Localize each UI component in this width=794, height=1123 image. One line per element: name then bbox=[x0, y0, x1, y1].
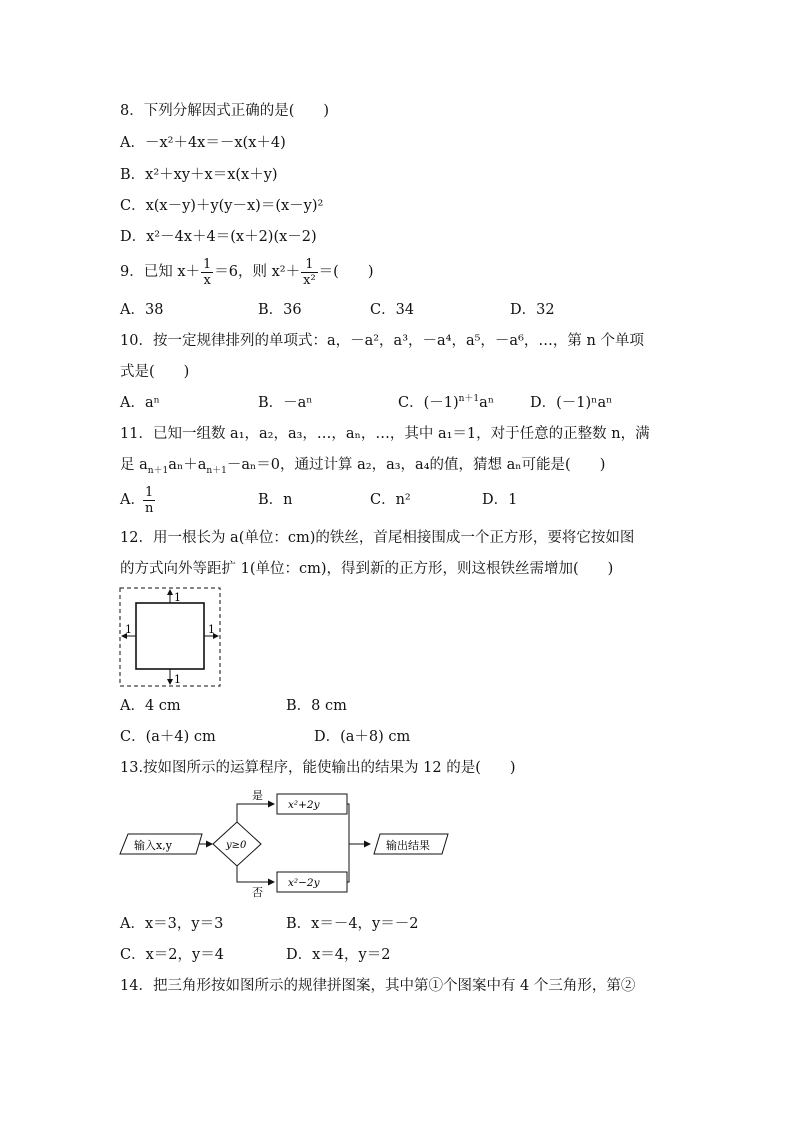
q13-flowchart bbox=[116, 788, 456, 900]
q11-option-d: D．1 bbox=[482, 492, 518, 508]
q13-option-b: B．x＝－4，y＝－2 bbox=[286, 916, 419, 932]
q11-option-c: C．n² bbox=[370, 492, 411, 508]
q12-label-right: 1 bbox=[208, 623, 215, 636]
q12-label-top: 1 bbox=[174, 591, 181, 604]
q12-stem-line2: 的方式向外等距扩 1(单位：cm)，得到新的正方形，则这根铁丝需增加( ) bbox=[120, 561, 614, 577]
q8-option-a: A．－x²＋4x＝－x(x＋4) bbox=[120, 135, 286, 151]
q9-stem-pre: 9．已知 x＋ bbox=[120, 264, 201, 280]
q11-stem-line1: 11．已知一组数 a₁，a₂，a₃，…，aₙ，…，其中 a₁＝1，对于任意的正整数 n，满 bbox=[120, 426, 650, 442]
q11-option-a bbox=[120, 483, 156, 517]
q8-stem: 8．下列分解因式正确的是( ) bbox=[120, 103, 330, 119]
q13-no-label: 否 bbox=[252, 886, 263, 899]
q11-option-a-label: A． bbox=[120, 492, 145, 508]
q12-label-left: 1 bbox=[125, 623, 132, 636]
q9-stem-mid: ＝6，则 x²＋ bbox=[214, 264, 301, 280]
q11-line2-mid: aₙ＋a bbox=[168, 457, 207, 473]
q12-square-figure bbox=[118, 586, 224, 690]
q13-process-top-label: x²+2y bbox=[288, 799, 320, 811]
q10-option-c-exponent: n＋1 bbox=[458, 394, 480, 405]
q11-options bbox=[120, 483, 680, 517]
q12-option-b: B．8 cm bbox=[286, 698, 347, 714]
q8-option-d: D．x²－4x＋4＝(x＋2)(x－2) bbox=[120, 229, 317, 245]
q9-frac2-numerator: 1 bbox=[301, 257, 318, 273]
q9-option-c: C．34 bbox=[370, 302, 415, 318]
q9-option-d: D．32 bbox=[510, 302, 555, 318]
q13-yes-label: 是 bbox=[252, 789, 263, 802]
q9-frac1-denominator: x bbox=[203, 272, 211, 288]
q13-decision-label: y≥0 bbox=[226, 840, 247, 851]
q9-fraction-1-over-x2 bbox=[301, 257, 318, 288]
q13-stem: 13.按如图所示的运算程序，能使输出的结果为 12 的是( ) bbox=[120, 760, 516, 776]
q9-option-b: B．36 bbox=[258, 302, 302, 318]
q11-line2-subscript-1: n＋1 bbox=[147, 465, 169, 476]
q10-option-c-base: C．(－1) bbox=[398, 395, 459, 411]
q13-option-d: D．x＝4，y＝2 bbox=[286, 947, 391, 963]
q11-option-a-denominator: n bbox=[144, 500, 154, 516]
q11-line2-pre: 足 a bbox=[120, 457, 148, 473]
q8-option-b: B．x²＋xy＋x＝x(x＋y) bbox=[120, 167, 278, 183]
q12-option-d: D．(a＋8) cm bbox=[314, 729, 411, 745]
q12-label-bottom: 1 bbox=[174, 673, 181, 686]
q9-stem bbox=[120, 255, 374, 289]
q14-stem-line1: 14．把三角形按如图所示的规律拼图案，其中第①个图案中有 4 个三角形，第② bbox=[120, 978, 636, 994]
q13-input-label: 输入x,y bbox=[134, 839, 172, 852]
q10-stem-line1: 10．按一定规律排列的单项式：a，－a²，a³，－a⁴，a⁵，－a⁶，…，第 n 个单项 bbox=[120, 333, 644, 349]
q10-option-d: D．(－1)ⁿaⁿ bbox=[530, 395, 613, 411]
q9-option-a: A．38 bbox=[120, 302, 164, 318]
q11-stem-line2 bbox=[120, 455, 605, 475]
q12-option-c: C．(a＋4) cm bbox=[120, 729, 216, 745]
q13-output-label: 输出结果 bbox=[386, 839, 430, 852]
q8-option-c: C．x(x－y)＋y(y－x)＝(x－y)² bbox=[120, 198, 324, 214]
q11-line2-subscript-2: n＋1 bbox=[206, 465, 227, 476]
q11-line2-post: －aₙ＝0，通过计算 a₂，a₃，a₄的值，猜想 aₙ可能是( ) bbox=[226, 457, 606, 473]
q13-branch-no bbox=[237, 866, 274, 882]
q9-frac2-denominator: x² bbox=[303, 272, 316, 288]
q12-stem-line1: 12．用一根长为 a(单位：cm)的铁丝，首尾相接围成一个正方形，要将它按如图 bbox=[120, 530, 635, 546]
q13-process-bottom-label: x²−2y bbox=[288, 877, 320, 889]
q10-stem-line2: 式是( ) bbox=[120, 364, 190, 380]
q10-option-c-tail: aⁿ bbox=[479, 395, 495, 411]
q9-frac1-numerator: 1 bbox=[203, 256, 212, 272]
q9-fraction-1-over-x bbox=[201, 257, 213, 288]
q13-option-c: C．x＝2，y＝4 bbox=[120, 947, 224, 963]
q13-option-a: A．x＝3，y＝3 bbox=[120, 916, 224, 932]
q10-option-a: A．aⁿ bbox=[120, 395, 160, 411]
q11-option-b: B．n bbox=[258, 492, 293, 508]
q10-option-c bbox=[398, 393, 494, 413]
q13-branch-yes bbox=[237, 804, 274, 822]
q12-inner-square bbox=[136, 603, 204, 669]
q10-option-b: B．－aⁿ bbox=[258, 395, 313, 411]
q9-stem-post: ＝( ) bbox=[318, 264, 374, 280]
q11-option-a-numerator: 1 bbox=[143, 485, 155, 501]
q12-option-a: A．4 cm bbox=[120, 698, 181, 714]
q11-option-a-fraction bbox=[143, 485, 155, 516]
